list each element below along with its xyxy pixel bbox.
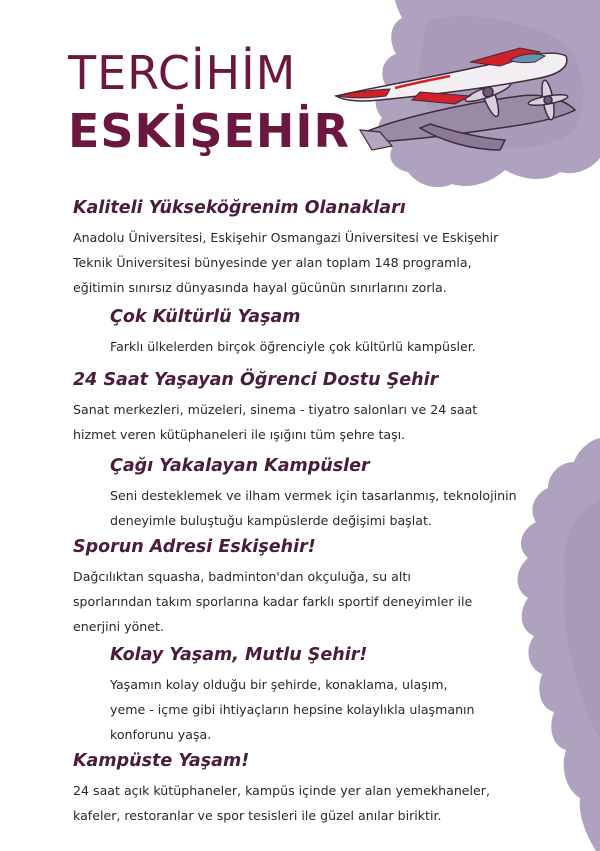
section-body xyxy=(110,483,530,533)
body-line: sporlarından takım sporlarına kadar farklı sportif deneyimler ile xyxy=(73,594,473,609)
section-heading: Kampüste Yaşam! xyxy=(73,751,250,771)
title-line-2: ESKİŞEHİR xyxy=(68,104,350,158)
section-heading: Çağı Yakalayan Kampüsler xyxy=(110,456,370,476)
title-line-1: TERCİHİM xyxy=(68,46,297,100)
section-body xyxy=(110,334,530,359)
section-student-city xyxy=(73,370,513,447)
section-heading: Kaliteli Yükseköğrenim Olanakları xyxy=(73,198,406,218)
body-line: konforunu yaşa. xyxy=(110,727,212,742)
section-modern-campuses xyxy=(110,456,530,533)
section-heading: 24 Saat Yaşayan Öğrenci Dostu Şehir xyxy=(73,370,439,390)
body-line: hizmet veren kütüphaneleri ile ışığını tüm şehre taşı. xyxy=(73,427,406,442)
section-multicultural-life xyxy=(110,307,530,359)
body-line: kafeler, restoranlar ve spor tesisleri ile güzel anılar biriktir. xyxy=(73,808,442,823)
body-line: Yaşamın kolay olduğu bir şehirde, konaklama, ulaşım, xyxy=(110,677,448,692)
section-campus-life xyxy=(73,751,513,828)
section-heading: Sporun Adresi Eskişehir! xyxy=(73,537,316,557)
section-body xyxy=(73,225,513,300)
section-easy-life xyxy=(110,645,530,747)
body-line: Seni desteklemek ve ilham vermek için tasarlanmış, teknolojinin xyxy=(110,488,517,503)
body-line: Sanat merkezleri, müzeleri, sinema - tiyatro salonları ve 24 saat xyxy=(73,402,478,417)
body-line: 24 saat açık kütüphaneler, kampüs içinde yer alan yemekhaneler, xyxy=(73,783,490,798)
section-higher-education xyxy=(73,198,513,300)
section-body xyxy=(73,564,513,639)
body-line: Anadolu Üniversitesi, Eskişehir Osmangazi Üniversitesi ve Eskişehir xyxy=(73,230,499,245)
section-sports xyxy=(73,537,513,639)
body-line: Farklı ülkelerden birçok öğrenciyle çok kültürlü kampüsler. xyxy=(110,339,476,354)
section-body xyxy=(73,397,513,447)
section-heading: Kolay Yaşam, Mutlu Şehir! xyxy=(110,645,368,665)
body-line: eğitimin sınırsız dünyasında hayal gücünün sınırlarını zorla. xyxy=(73,280,447,295)
body-line: Dağcılıktan squasha, badminton'dan okçuluğa, su altı xyxy=(73,569,411,584)
section-body xyxy=(110,672,530,747)
section-body xyxy=(73,778,513,828)
body-line: Teknik Üniversitesi bünyesinde yer alan toplam 148 programla, xyxy=(73,255,472,270)
section-heading: Çok Kültürlü Yaşam xyxy=(110,307,301,327)
body-line: deneyimle buluştuğu kampüslerde değişimi başlat. xyxy=(110,513,432,528)
body-line: yeme - içme gibi ihtiyaçların hepsine kolaylıkla ulaşmanın xyxy=(110,702,475,717)
body-line: enerjini yönet. xyxy=(73,619,164,634)
